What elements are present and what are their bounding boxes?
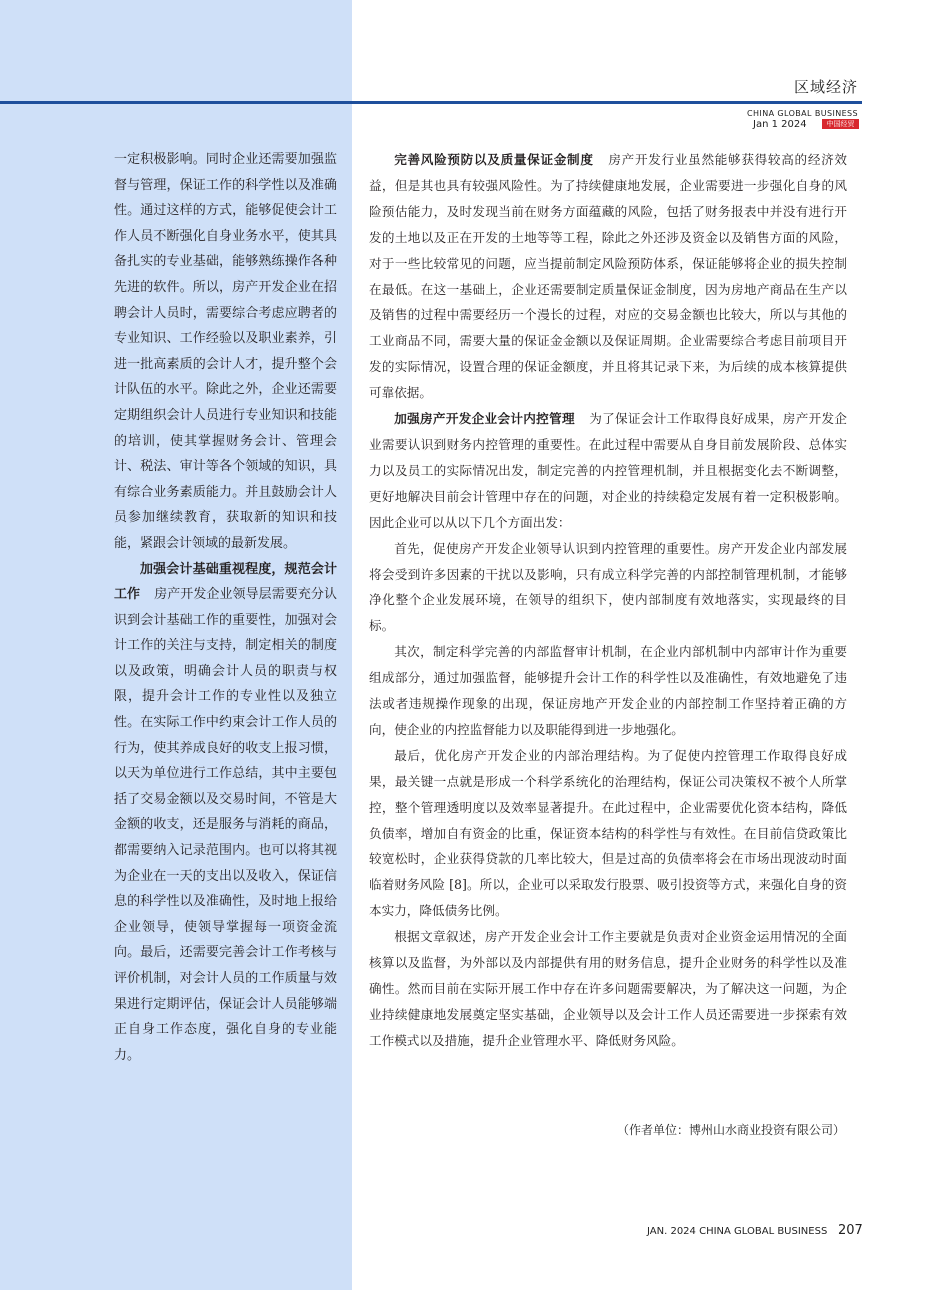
left-column (114, 147, 337, 1068)
paragraph (114, 557, 337, 1069)
paragraph: 根据文章叙述，房产开发企业会计工作主要就是负责对企业资金运用情况的全面核算以及监督，为外部以及内部提供有用的财务信息，提升企业财务的科学性以及准确性。然而目前在实际开展工作中存在许多问题需要解决，为了解决这一问题，为企业持续健康地发展奠定坚实基础，企业领导以及会计工作人员还需要进一步探索有效工作模式以及措施，提升企业管理水平、降低财务风险。 (369, 929, 847, 1048)
header-rule (0, 101, 862, 104)
paragraph: 最后，优化房产开发企业的内部治理结构。为了促使内控管理工作取得良好成果，最关键一点就是形成一个科学系统化的治理结构，保证公司决策权不被个人所掌控，整个管理透明度以及效率显著提升。在此过程中，企业需要优化资本结构，降低负债率，增加自有资金的比重，保证资本结构的科学性与有效性。在目前信贷政策比较宽松时，企业获得贷款的几率比较大，但是过高的负债率将会在市场出现波动时面临着财务风险 [8]。所以，企业可以采取发行股票、吸引投资等方式，来强化自身的资本实力，降低债务比例。 (369, 747, 847, 919)
paragraph: 首先，促使房产开发企业领导认识到内控管理的重要性。房产开发企业内部发展将会受到许多因素的干扰以及影响，只有成立科学完善的内部控制管理机制，才能够净化整个企业发展环境，在领导的组织下，使内部制度有效地落实，实现最终的目标。 (369, 540, 847, 634)
paragraph: 一定积极影响。同时企业还需要加强监督与管理，保证工作的科学性以及准确性。通过这样的方式，能够促使会计工作人员不断强化自身业务水平，使其具备扎实的专业基础，能够熟练操作各种先进的软件。所以，房产开发企业在招聘会计人员时，需要综合考虑应聘者的专业知识、工作经验以及职业素养，引进一批高素质的会计人才，提升整个会计队伍的水平。除此之外，企业还需要定期组织会计人员进行专业知识和技能的培训，使其掌握财务会计、管理会计、税法、审计等各个领域的知识，具有综合业务素质能力。并且鼓励会计人员参加继续教育，获取新的知识和技能，紧跟会计领域的最新发展。 (114, 152, 337, 551)
paragraph (369, 147, 847, 406)
paragraph: 其次，制定科学完善的内部监督审计机制，在企业内部机制中内部审计作为重要组成部分，通过加强监督，能够提升会计工作的科学性以及准确性，有效地避免了违法或者违规操作现象的出现，保证房地产开发企业的内部控制工作坚持着正确的方向，使企业的内控监督能力以及职能得到进一步地强化。 (369, 644, 847, 737)
paragraph (369, 406, 847, 536)
section-heading: 完善风险预防以及质量保证金制度 (394, 152, 594, 167)
footer-issue: JAN. 2024 CHINA GLOBAL BUSINESS (647, 1226, 828, 1237)
right-column (369, 147, 847, 1054)
paragraph-body: 房产开发企业领导层需要充分认识到会计基础工作的重要性，加强对会计工作的关注与支持，制定相关的制度以及政策，明确会计人员的职责与权限，提升会计工作的专业性以及独立性。在实际工作中约束会计工作人员的行为，使其养成良好的收支上报习惯，以天为单位进行工作总结，其中主要包括了交易金额以及交易时间，不管是大金额的收支，还是服务与消耗的商品，都需要纳入记录范围内。也可以将其视为企业在一天的支出以及收入，保证信息的科学性以及准确性，及时地上报给企业领导，使领导掌握每一项资金流向。最后，还需要完善会计工作考核与评价机制，对会计人员的工作质量与效果进行定期评估，保证会计人员能够端正自身工作态度，强化自身的专业能力。 (114, 587, 337, 1063)
issue-date: Jan 1 2024 (753, 119, 807, 130)
page-number: 207 (838, 1223, 863, 1238)
paragraph-body: 房产开发行业虽然能够获得较高的经济效益，但是其也具有较强风险性。为了持续健康地发展，企业需要进一步强化自身的风险预估能力，及时发现当前在财务方面蕴藏的风险，包括了财务报表中并没有进行开发的土地以及正在开发的土地等等工程，除此之外还涉及资金以及销售方面的风险，对于一些比较常见的问题，应当提前制定风险预防体系，保证能够将企业的损失控制在最低。在这一基础上，企业还需要制定质量保证金制度，因为房地产商品在生产以及销售的过程中需要经历一个漫长的过程，对应的交易金额也比较大，所以与其他的工业商品不同，需要大量的保证金金额以及保证周期。企业需要综合考虑目前项目开发的实际情况，设置合理的保证金额度，并且将其记录下来，为后续的成本核算提供可靠依据。 (369, 152, 848, 401)
section-heading: 加强会计基础重视程度，规范会计工作 (114, 561, 337, 603)
paragraph-body: 为了保证会计工作取得良好成果，房产开发企业需要认识到财务内控管理的重要性。在此过程中需要从自身目前发展阶段、总体实力以及员工的实际情况出发，制定完善的内控管理机制，并且根据变化去不断调整，更好地解决目前会计管理中存在的问题，对企业的持续稳定发展有着一定积极影响。因此企业可以从以下几个方面出发： (369, 411, 847, 530)
section-title: 区域经济 (793, 78, 858, 96)
section-heading: 加强房产开发企业会计内控管理 (394, 411, 575, 427)
magazine-name: CHINA GLOBAL BUSINESS (747, 109, 858, 118)
magazine-logo: 中国经贸 (822, 119, 859, 129)
author-affiliation: （作者单位：博州山水商业投资有限公司） (617, 1123, 846, 1137)
